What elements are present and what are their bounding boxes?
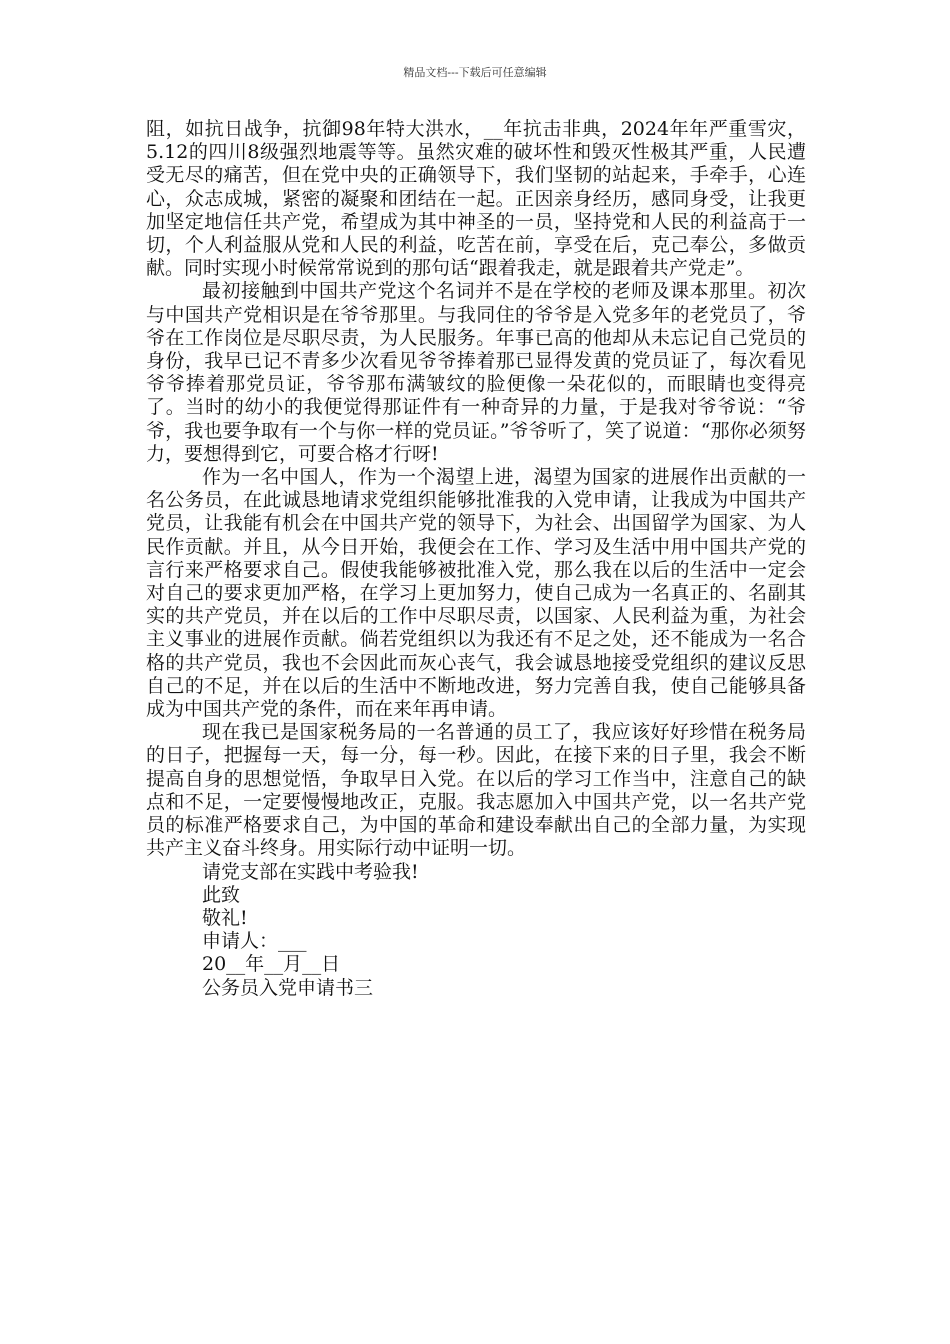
closing-request: 请党支部在实践中考验我!	[202, 860, 419, 883]
applicant-line: 申请人：___	[202, 930, 307, 953]
document-body	[146, 118, 806, 1000]
closing-salutation: 此致	[202, 883, 241, 906]
paragraph-3: 作为一名中国人，作为一个渴望上进，渴望为国家的进展作出贡献的一名公务员，在此诚恳地请求党组织能够批准我的入党申请，让我成为中国共产党员，让我能有机会在中国共产党的领导下，为社会、出国留学为国家、为人民作贡献。并且，从今日开始，我便会在工作、学习及生活中用中国共产党的言行来严格要求自己。假使我能够被批准入党，那么我在以后的生活中一定会对自己的要求更加严格，在学习上更加努力，使自己成为一名真正的、名副其实的共产党员，并在以后的工作中尽职尽责，以国家、人民利益为重，为社会主义事业的进展作贡献。倘若党组织以为我还有不足之处，还不能成为一名合格的共产党员，我也不会因此而灰心丧气，我会诚恳地接受党组织的建议反思自己的不足，并在以后的生活中不断地改进，努力完善自我，使自己能够具备成为中国共产党的条件，而在来年再申请。	[146, 466, 806, 721]
date-line: 20__年__月__日	[202, 953, 341, 976]
paragraph-4: 现在我已是国家税务局的一名普通的员工了，我应该好好珍惜在税务局的日子，把握每一天，每一分，每一秒。因此，在接下来的日子里，我会不断提高自身的思想觉悟，争取早日入党。在以后的学习工作当中，注意自己的缺点和不足，一定要慢慢地改正，克服。我志愿加入中国共产党，以一名共产党员的标准严格要求自己，为中国的革命和建设奉献出自己的全部力量，为实现共产主义奋斗终身。用实际行动中证明一切。	[146, 721, 806, 860]
paragraph-2: 最初接触到中国共产党这个名词并不是在学校的老师及课本那里。初次与中国共产党相识是在爷爷那里。与我同住的爷爷是入党多年的老党员了，爷爷在工作岗位是尽职尽责，为人民服务。年事已高的他却从未忘记自己党员的身份，我早已记不青多少次看见爷爷捧着那已显得发黄的党员证了，每次看见爷爷捧着那党员证，爷爷那布满皱纹的脸便像一朵花似的，而眼睛也变得亮了。当时的幼小的我便觉得那证件有一种奇异的力量，于是我对爷爷说：“爷爷，我也要争取有一个与你一样的党员证。”爷爷听了，笑了说道：“那你必须努力，要想得到它，可要合格才行呀!	[146, 280, 806, 465]
next-section-title: 公务员入党申请书三	[202, 976, 374, 999]
page-header: 精品文档---下载后可任意编辑	[403, 66, 547, 79]
closing-regards: 敬礼!	[202, 906, 248, 929]
paragraph-1: 阻，如抗日战争，抗御98年特大洪水，__年抗击非典，2024年年严重雪灾，5.12的四川8级强烈地震等等。虽然灾难的破坏性和毁灭性极其严重，人民遭受无尽的痛苦，但在党中央的正确领导下，我们坚韧的站起来，手牵手，心连心，众志成城，紧密的凝聚和团结在一起。正因亲身经历，感同身受，让我更加坚定地信任共产党，希望成为其中神圣的一员，坚持党和人民的利益高于一切，个人利益服从党和人民的利益，吃苦在前，享受在后，克己奉公，多做贡献。同时实现小时候常常说到的那句话“跟着我走，就是跟着共产党走”。	[146, 118, 806, 280]
